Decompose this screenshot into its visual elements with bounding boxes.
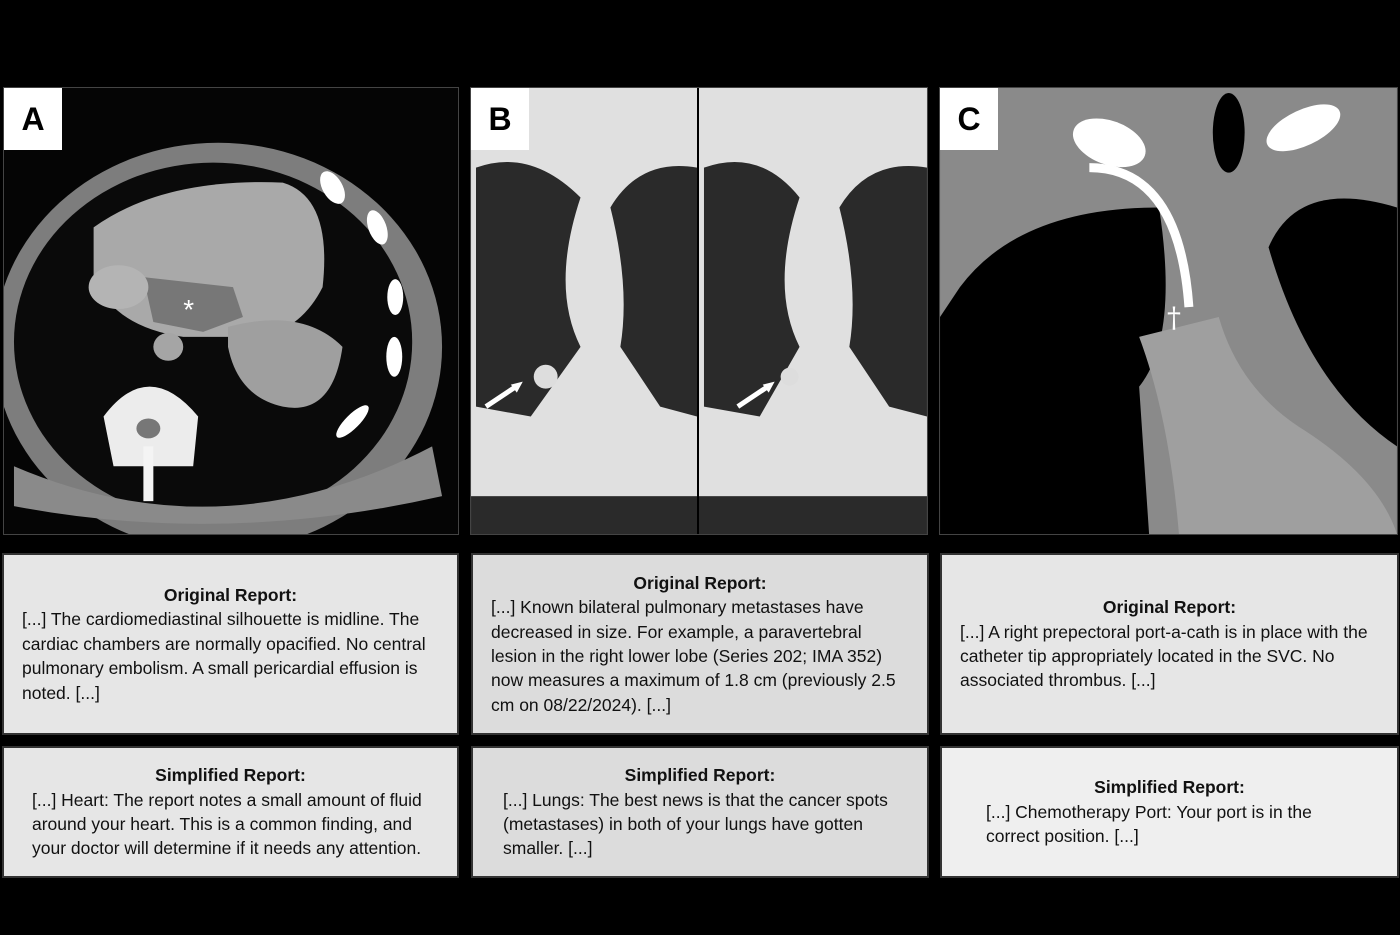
asterisk-marker: * <box>183 293 195 325</box>
original-report-text-a: [...] The cardiomediastinal silhouette is midline. The cardiac chambers are normally opacified. No central pulmonary embolism. A small pericardial effusion is noted. [...] <box>22 609 426 703</box>
original-report-c <box>940 553 1399 735</box>
ct-axial-heart-image <box>4 88 458 534</box>
simplified-report-title-a: Simplified Report: <box>155 765 306 786</box>
simplified-report-text-a: [...] Heart: The report notes a small amount of fluid around your heart. This is a common finding, and your doctor will determine if it needs any attention. <box>32 789 422 859</box>
simplified-report-title-c: Simplified Report: <box>1094 777 1245 798</box>
panel-a-ct-image <box>3 87 459 535</box>
original-report-title-c: Original Report: <box>1102 597 1237 618</box>
original-report-title-b: Original Report: <box>633 572 767 593</box>
simplified-report-c <box>940 746 1399 878</box>
original-report-text-b: [...] Known bilateral pulmonary metastases have decreased in size. For example, a paravertebral lesion in the right lower lobe (Series 202; IMA 352) now measures a maximum of 1.8 cm (previously 2.5 cm on 08/22/2024). [...] <box>491 597 896 715</box>
original-report-b <box>471 553 929 735</box>
simplified-report-a <box>2 746 459 878</box>
original-report-text-c: [...] A right prepectoral port-a-cath is in place with the catheter tip appropriately located in the SVC. No associated thrombus. [...] <box>960 621 1368 691</box>
panel-b-ct-image <box>470 87 928 535</box>
panel-c-ct-image <box>939 87 1398 535</box>
simplified-report-text-b: [...] Lungs: The best news is that the cancer spots (metastases) in both of your lungs have gotten smaller. [...] <box>503 789 888 859</box>
ct-slice-current <box>699 88 927 534</box>
panel-label-a: A <box>4 88 62 150</box>
panel-label-c: C <box>940 88 998 150</box>
ct-slice-prior <box>471 88 697 534</box>
ct-coronal-port-image <box>940 88 1397 534</box>
simplified-report-title-b: Simplified Report: <box>624 765 776 786</box>
dagger-marker: † <box>1167 300 1181 334</box>
ct-axial-lung-comparison-image <box>471 88 927 534</box>
simplified-report-text-c: [...] Chemotherapy Port: Your port is in the correct position. [...] <box>986 801 1312 847</box>
original-report-a <box>2 553 459 735</box>
original-report-title-a: Original Report: <box>163 584 298 605</box>
simplified-report-b <box>471 746 929 878</box>
panel-label-b: B <box>471 88 529 150</box>
